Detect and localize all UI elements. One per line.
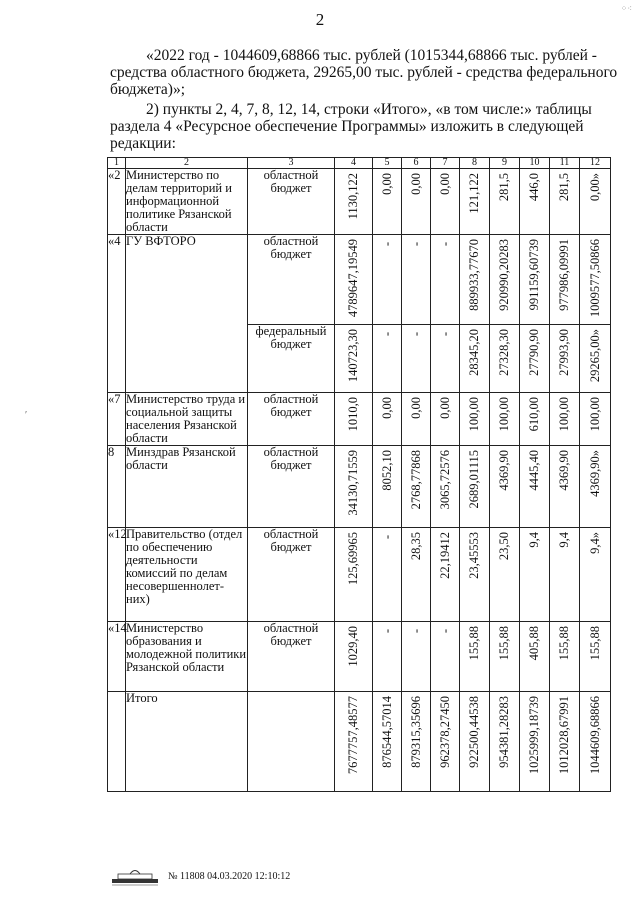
- table-row: [108, 393, 611, 446]
- value-text: 27993,90: [557, 329, 571, 376]
- page-number: 2: [315, 10, 325, 29]
- value-text: 23,45553: [467, 532, 481, 579]
- value-cell: [550, 622, 580, 692]
- table-header-row: [108, 158, 611, 169]
- value-text: 922500,44538: [467, 696, 481, 768]
- value-text: 121,122: [467, 173, 481, 214]
- value-cell: [580, 446, 611, 528]
- column-header: 5: [373, 158, 402, 169]
- row-number-cell: «2: [108, 169, 126, 235]
- value-cell: [373, 446, 402, 528]
- value-text: 1009577,50866: [587, 239, 602, 318]
- row-number-cell: «12: [108, 528, 126, 622]
- value-text: 100,00: [587, 397, 602, 432]
- value-text: -: [379, 628, 394, 633]
- value-text: -: [437, 331, 452, 336]
- value-text: 889933,77670: [467, 239, 481, 311]
- value-text: 100,00: [467, 397, 481, 432]
- value-cell: [550, 393, 580, 446]
- value-cell: [580, 325, 611, 393]
- value-text: 100,00: [557, 397, 571, 432]
- corner-scribble: ⁘⁖: [620, 4, 632, 13]
- column-header: 11: [550, 158, 580, 169]
- value-cell: [490, 528, 520, 622]
- value-text: 954381,28283: [497, 696, 511, 768]
- value-cell: [520, 446, 550, 528]
- value-cell: [490, 393, 520, 446]
- paragraph-2-line-2: раздела 4 «Ресурсное обеспечение Программы» изложить в следующей: [110, 118, 584, 135]
- value-text: 0,00: [408, 397, 423, 419]
- value-text: 405,88: [527, 626, 541, 661]
- value-cell: [335, 169, 373, 235]
- value-text: 9,4: [527, 532, 541, 548]
- table-row: [108, 446, 611, 528]
- value-cell: [520, 692, 550, 792]
- value-text: 281,5: [557, 173, 571, 202]
- margin-marks: [25, 405, 27, 427]
- organization-cell: Министерство труда и социальной защиты населения Рязанской области: [126, 393, 248, 446]
- value-cell: [402, 622, 431, 692]
- value-cell: [550, 235, 580, 325]
- value-cell: [580, 169, 611, 235]
- paragraph-1-line-1: «2022 год - 1044609,68866 тыс. рублей (1015344,68866 тыс. рублей -: [146, 47, 597, 64]
- value-cell: [520, 393, 550, 446]
- value-cell: [490, 622, 520, 692]
- value-text: -: [437, 241, 452, 246]
- value-text: 0,00: [437, 397, 452, 419]
- value-cell: [431, 235, 460, 325]
- value-cell: [402, 169, 431, 235]
- column-header: 4: [335, 158, 373, 169]
- value-cell: [550, 325, 580, 393]
- column-header: 10: [520, 158, 550, 169]
- value-cell: [335, 622, 373, 692]
- organization-cell: Министерство образования и молодежной политики Рязанской области: [126, 622, 248, 692]
- value-cell: [431, 393, 460, 446]
- value-cell: [402, 528, 431, 622]
- paragraph-2-line-3: редакции:: [110, 135, 176, 152]
- value-text: 7677757,48577: [346, 696, 360, 775]
- value-text: 4369,90: [557, 450, 571, 491]
- value-cell: [580, 393, 611, 446]
- funding-source-cell: федеральный бюджет: [248, 325, 335, 393]
- value-text: 4789647,19549: [346, 239, 360, 318]
- registration-stamp: № 11808 04.03.2020 12:10:12: [168, 870, 291, 882]
- value-text: 2768,77868: [408, 450, 423, 510]
- funding-source-cell: областной бюджет: [248, 393, 335, 446]
- organization-cell: ГУ ВФТОРО: [126, 235, 248, 393]
- paragraph-1-line-2: средства областного бюджета, 29265,00 тыс. рублей - средства федерального: [110, 64, 618, 81]
- value-cell: [550, 446, 580, 528]
- value-cell: [580, 692, 611, 792]
- value-text: 281,5: [497, 173, 511, 202]
- value-text: 0,00: [379, 397, 394, 419]
- value-cell: [335, 235, 373, 325]
- value-cell: [373, 169, 402, 235]
- value-text: 1029,40: [346, 626, 360, 667]
- value-text: -: [408, 241, 423, 246]
- table-row: [108, 622, 611, 692]
- value-text: -: [379, 331, 394, 336]
- value-cell: [490, 325, 520, 393]
- value-text: 8052,10: [379, 450, 394, 491]
- value-text: 446,0: [527, 173, 541, 202]
- value-cell: [460, 325, 490, 393]
- value-cell: [402, 692, 431, 792]
- column-header: 3: [248, 158, 335, 169]
- row-number-cell: «14: [108, 622, 126, 692]
- value-cell: [431, 622, 460, 692]
- organization-cell: Итого: [126, 692, 248, 792]
- value-cell: [335, 528, 373, 622]
- value-text: 155,88: [587, 626, 602, 661]
- funding-source-cell: областной бюджет: [248, 622, 335, 692]
- value-cell: [460, 692, 490, 792]
- organization-cell: Правительство (отдел по обеспечению деятельности комиссий по делам несовершеннолет-них): [126, 528, 248, 622]
- value-text: 1025999,18739: [527, 696, 541, 775]
- value-text: 155,88: [497, 626, 511, 661]
- value-cell: [460, 393, 490, 446]
- value-text: -: [379, 534, 394, 539]
- paragraph-1: [110, 47, 618, 98]
- resource-table: [107, 157, 611, 792]
- value-cell: [460, 528, 490, 622]
- value-cell: [402, 393, 431, 446]
- column-header: 7: [431, 158, 460, 169]
- paragraph-2-line-1: 2) пункты 2, 4, 7, 8, 12, 14, строки «Итого», «в том числе:» таблицы: [146, 101, 592, 118]
- value-cell: [431, 325, 460, 393]
- column-header: 12: [580, 158, 611, 169]
- value-text: 962378,27450: [437, 696, 452, 768]
- row-number-cell: «4: [108, 235, 126, 393]
- funding-source-cell: областной бюджет: [248, 169, 335, 235]
- row-number-cell: «7: [108, 393, 126, 446]
- value-cell: [402, 446, 431, 528]
- value-text: 27790,90: [527, 329, 541, 376]
- value-text: 155,88: [467, 626, 481, 661]
- value-cell: [460, 169, 490, 235]
- paragraph-1-line-3: бюджета)»;: [110, 81, 186, 98]
- value-cell: [431, 528, 460, 622]
- value-cell: [373, 692, 402, 792]
- emblem-logo-icon: [110, 866, 160, 886]
- value-cell: [550, 692, 580, 792]
- value-text: 920990,20283: [497, 239, 511, 311]
- value-cell: [335, 446, 373, 528]
- value-text: 4369,90»: [587, 450, 602, 497]
- organization-cell: Минздрав Рязанской области: [126, 446, 248, 528]
- value-text: -: [437, 628, 452, 633]
- column-header: 8: [460, 158, 490, 169]
- value-cell: [520, 325, 550, 393]
- value-cell: [431, 169, 460, 235]
- value-text: -: [408, 628, 423, 633]
- funding-source-cell: [248, 692, 335, 792]
- column-header: 6: [402, 158, 431, 169]
- value-cell: [335, 692, 373, 792]
- value-text: 140723,30: [346, 329, 360, 383]
- column-header: 1: [108, 158, 126, 169]
- value-cell: [373, 393, 402, 446]
- value-text: 34130,71559: [346, 450, 360, 516]
- paragraph-2: [110, 101, 608, 152]
- value-cell: [580, 622, 611, 692]
- value-text: 1044609,68866: [587, 696, 602, 775]
- value-cell: [520, 169, 550, 235]
- value-text: 22,19412: [437, 532, 452, 579]
- value-cell: [490, 235, 520, 325]
- value-text: 0,00: [437, 173, 452, 195]
- row-number-cell: [108, 692, 126, 792]
- value-text: 9,4»: [587, 532, 602, 554]
- value-text: 0,00: [379, 173, 394, 195]
- value-text: 23,50: [497, 532, 511, 561]
- value-text: 28,35: [408, 532, 423, 561]
- value-cell: [335, 393, 373, 446]
- column-header: 9: [490, 158, 520, 169]
- row-number-cell: 8: [108, 446, 126, 528]
- value-text: 1130,122: [346, 173, 360, 220]
- value-cell: [580, 235, 611, 325]
- table-row: [108, 692, 611, 792]
- value-cell: [373, 235, 402, 325]
- organization-cell: Министерство по делам территорий и информационной политике Рязанской области: [126, 169, 248, 235]
- value-cell: [431, 446, 460, 528]
- value-text: 28345,20: [467, 329, 481, 376]
- value-cell: [335, 325, 373, 393]
- value-cell: [431, 692, 460, 792]
- value-text: 9,4: [557, 532, 571, 548]
- funding-source-cell: областной бюджет: [248, 528, 335, 622]
- value-cell: [460, 235, 490, 325]
- value-text: 977986,09991: [557, 239, 571, 311]
- value-text: -: [408, 331, 423, 336]
- value-text: 0,00»: [587, 173, 602, 202]
- value-text: 879315,35696: [408, 696, 423, 768]
- footer: [110, 866, 290, 886]
- funding-source-cell: областной бюджет: [248, 446, 335, 528]
- value-cell: [490, 169, 520, 235]
- value-cell: [580, 528, 611, 622]
- funding-source-cell: областной бюджет: [248, 235, 335, 325]
- value-cell: [550, 169, 580, 235]
- value-cell: [402, 235, 431, 325]
- value-text: 125,69965: [346, 532, 360, 586]
- table-row: [108, 169, 611, 235]
- value-cell: [460, 622, 490, 692]
- value-text: 610,00: [527, 397, 541, 432]
- value-cell: [490, 446, 520, 528]
- value-cell: [550, 528, 580, 622]
- value-cell: [460, 446, 490, 528]
- table-row: [108, 528, 611, 622]
- value-cell: [373, 325, 402, 393]
- column-header: 2: [126, 158, 248, 169]
- value-text: 27328,30: [497, 329, 511, 376]
- value-cell: [490, 692, 520, 792]
- value-text: 4369,90: [497, 450, 511, 491]
- value-text: 4445,40: [527, 450, 541, 491]
- value-text: 991159,60739: [527, 239, 541, 311]
- value-cell: [520, 528, 550, 622]
- value-cell: [520, 622, 550, 692]
- value-text: -: [379, 241, 394, 246]
- table-row: [108, 235, 611, 325]
- value-text: 3065,72576: [437, 450, 452, 510]
- value-text: 100,00: [497, 397, 511, 432]
- value-text: 1010,0: [346, 397, 360, 432]
- value-text: 155,88: [557, 626, 571, 661]
- value-text: 29265,00»: [587, 329, 602, 383]
- margin-mark: ʹ: [25, 410, 28, 421]
- value-text: 0,00: [408, 173, 423, 195]
- value-text: 876544,57014: [379, 696, 394, 768]
- value-text: 1012028,67991: [557, 696, 571, 775]
- value-cell: [373, 528, 402, 622]
- value-cell: [402, 325, 431, 393]
- value-cell: [520, 235, 550, 325]
- value-text: 2689,01115: [467, 450, 481, 509]
- value-cell: [373, 622, 402, 692]
